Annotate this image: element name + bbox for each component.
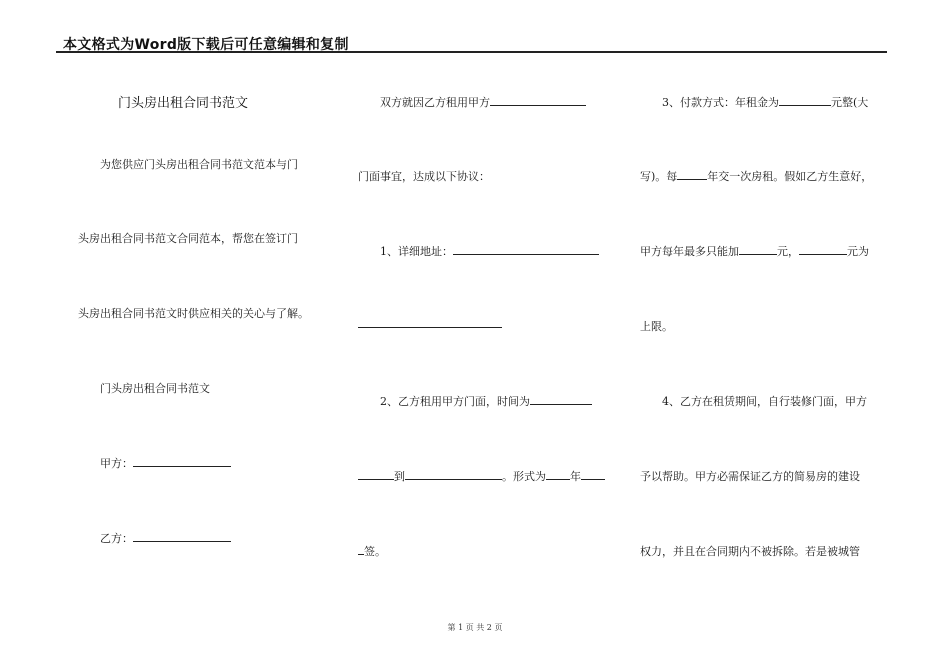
blank (405, 470, 502, 480)
address-blank (453, 245, 599, 255)
party-b-label: 乙方： (100, 532, 133, 545)
col2-line-2: 门面事宜，达成以下协议： (358, 170, 490, 183)
rent-blank (779, 96, 831, 106)
lease-time-blank (530, 395, 592, 405)
intro-line-1: 为您供应门头房出租合同书范文范本与门 (100, 158, 298, 171)
col2-line-1 (380, 94, 586, 110)
party-b-blank (133, 532, 231, 542)
lease-time-label: 2、乙方租用甲方门面，时间为 (380, 395, 530, 408)
party-b-line (100, 530, 231, 546)
blank (799, 245, 847, 255)
text: 写)。每 (640, 170, 678, 183)
address-blank-2 (358, 318, 502, 328)
party-a-line (100, 455, 231, 471)
col3-line-3 (640, 243, 869, 259)
form-label: 。形式为 (502, 470, 546, 483)
col2-line-3 (380, 243, 599, 259)
intro-line-3: 头房出租合同书范文时供应相关的关心与了解。 (78, 307, 309, 320)
col2-line-7 (358, 543, 386, 559)
text: 元， (777, 245, 799, 258)
blank (358, 470, 394, 480)
col3-line-4: 上限。 (640, 320, 673, 333)
blank (546, 470, 570, 480)
col3-line-6: 予以帮助。甲方必需保证乙方的简易房的建设 (640, 470, 860, 483)
col2-line-5 (380, 393, 592, 409)
header-title: 本文格式为Word版下载后可任意编辑和复制 (63, 37, 349, 53)
col2-line-4 (358, 318, 502, 331)
col3-line-1 (662, 94, 868, 110)
col2-line-6 (358, 468, 605, 484)
address-label: 1、详细地址： (380, 245, 453, 258)
year-label: 年 (570, 470, 581, 483)
rent-unit: 元整(大 (831, 96, 869, 109)
text: 年交一次房租。假如乙方生意好， (707, 170, 873, 183)
col3-line-5: 4、乙方在租赁期间，自行装修门面，甲方 (662, 395, 867, 408)
blank (677, 170, 707, 180)
col3-line-7: 权力，并且在合同期内不被拆除。若是被城管 (640, 545, 860, 558)
col2-text-1: 双方就因乙方租用甲方 (380, 96, 490, 109)
document-title: 门头房出租合同书范文 (118, 96, 249, 111)
party-a-label: 甲方： (100, 457, 133, 470)
subtitle: 门头房出租合同书范文 (100, 382, 210, 395)
col3-line-2 (640, 168, 872, 184)
payment-label: 3、付款方式：年租金为 (662, 96, 779, 109)
blank (581, 470, 605, 480)
header-rule (56, 51, 887, 53)
blank (739, 245, 777, 255)
blank (490, 96, 586, 106)
to-label: 到 (394, 470, 405, 483)
party-a-blank (133, 457, 231, 467)
intro-line-2: 头房出租合同书范文合同范本，帮您在签订门 (78, 232, 298, 245)
page-number: 第 1 页 共 2 页 (447, 623, 503, 632)
sign-label: 签。 (364, 545, 386, 558)
text: 元为 (847, 245, 869, 258)
text: 甲方每年最多只能加 (640, 245, 739, 258)
